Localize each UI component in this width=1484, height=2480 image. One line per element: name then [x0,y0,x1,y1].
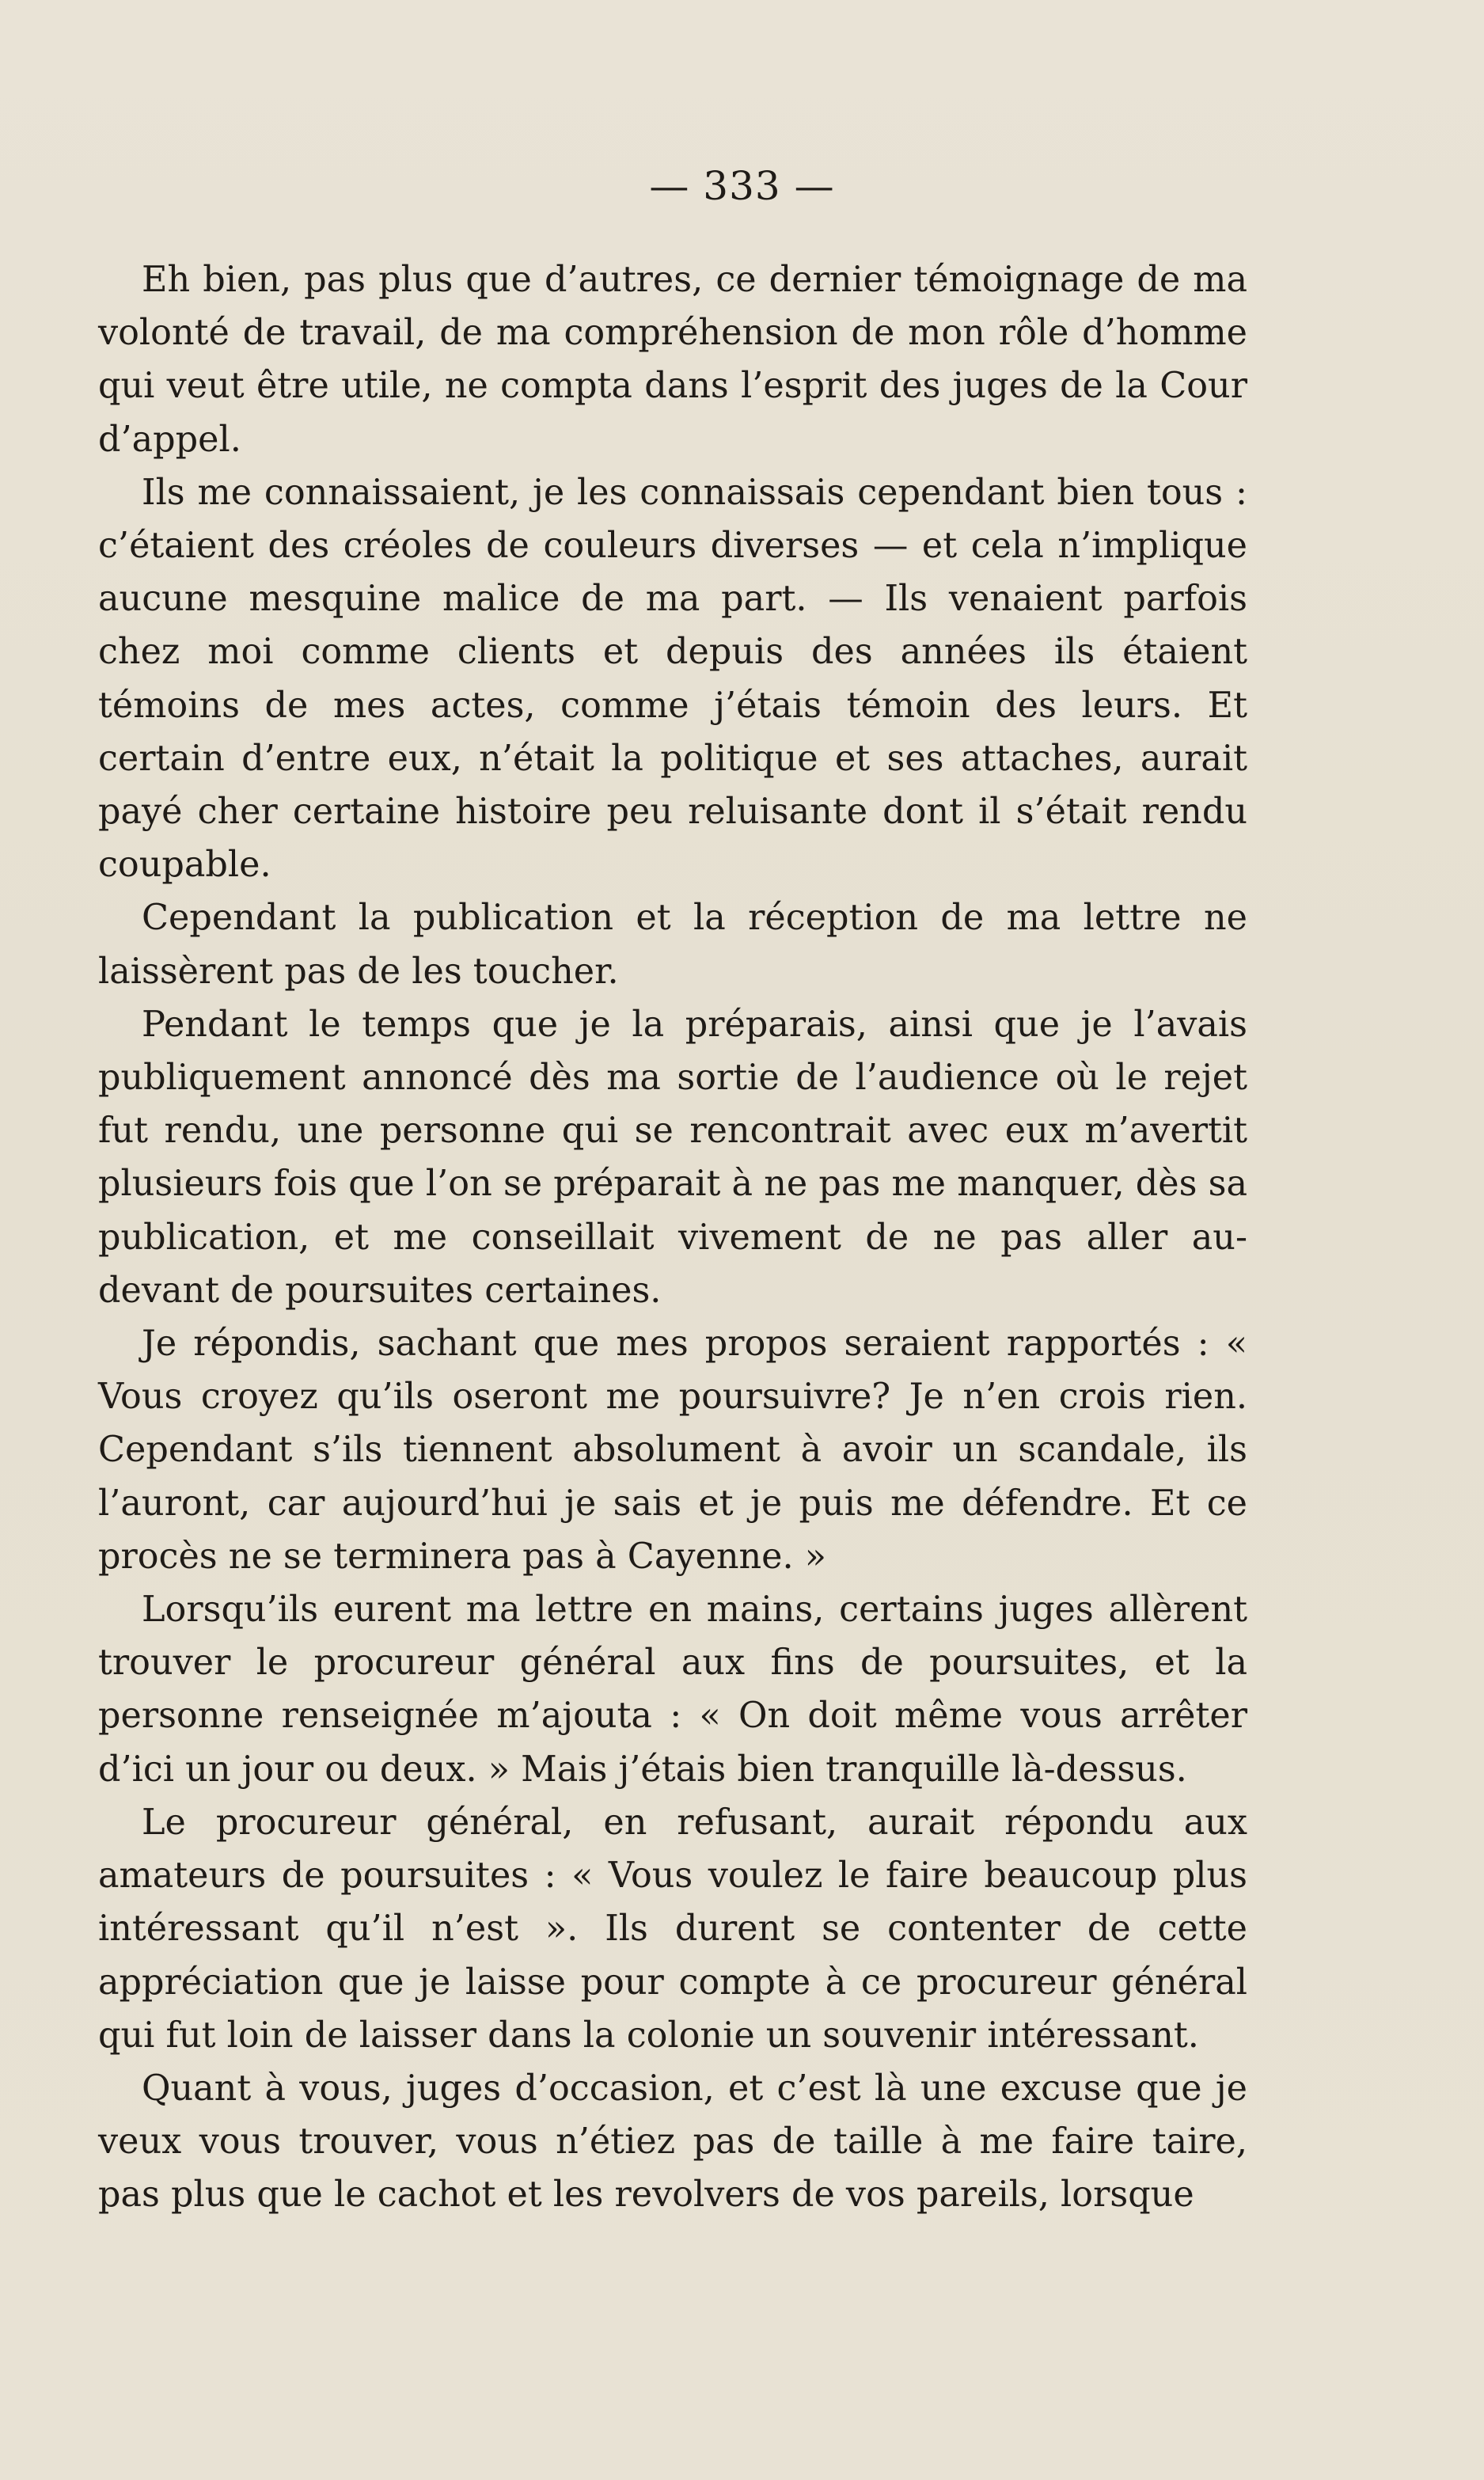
paragraph: Je répondis, sachant que mes propos seraient rapportés : « Vous croyez qu’ils oseront me poursuivre? Je n’en crois rien. Cependant s’ils tiennent absolument à avoir un scandale, ils l’auront, car aujourd’hui je sais et je puis me défendre. Et ce procès ne se terminera pas à Cayenne. » [98,1324,1247,1577]
body-text [98,253,1247,2222]
paragraph: Pendant le temps que je la préparais, ainsi que je l’avais publiquement annoncé dès ma sortie de l’audience où le rejet fut rendu, une personne qui se rencontrait avec eux m’avertit plusieurs fois que l’on se préparait à ne pas me manquer, dès sa publication, et me conseillait vivement de ne pas aller au-devant de poursuites certaines. [98,1004,1247,1311]
paragraph: Eh bien, pas plus que d’autres, ce dernier témoignage de ma volonté de travail, de ma compréhension de mon rôle d’homme qui veut être utile, ne compta dans l’esprit des juges de la Cour d’appel. [98,260,1247,460]
paragraph: Quant à vous, juges d’occasion, et c’est là une excuse que je veux vous trouver, vous n’étiez pas de taille à me faire taire, pas plus que le cachot et les revolvers de vos pareils, lorsque [98,2068,1247,2216]
paragraph: Lorsqu’ils eurent ma lettre en mains, certains juges allèrent trouver le procureur général aux fins de poursuites, et la personne renseignée m’ajouta : « On doit même vous arrêter d’ici un jour ou deux. » Mais j’étais bien tranquille là-dessus. [98,1589,1247,1790]
paragraph: Ils me connaissaient, je les connaissais cependant bien tous : c’étaient des créoles de couleurs diverses — et cela n’implique aucune mesquine malice de ma part. — Ils venaient parfois chez moi comme clients et depuis des années ils étaient témoins de mes actes, comme j’étais témoin des leurs. Et certain d’entre eux, n’était la politique et ses attaches, aurait payé cher certaine histoire peu reluisante dont il s’était rendu coupable. [98,472,1247,886]
paragraph: Cependant la publication et la réception de ma lettre ne laissèrent pas de les toucher. [98,898,1247,992]
paragraph: Le procureur général, en refusant, aurait répondu aux amateurs de poursuites : « Vous voulez le faire beaucoup plus intéressant qu’il n’est ». Ils durent se contenter de cette appréciation que je laisse pour compte à ce procureur général qui fut loin de laisser dans la colonie un souvenir intéressant. [98,1802,1247,2056]
page-number: — 333 — [649,163,835,209]
